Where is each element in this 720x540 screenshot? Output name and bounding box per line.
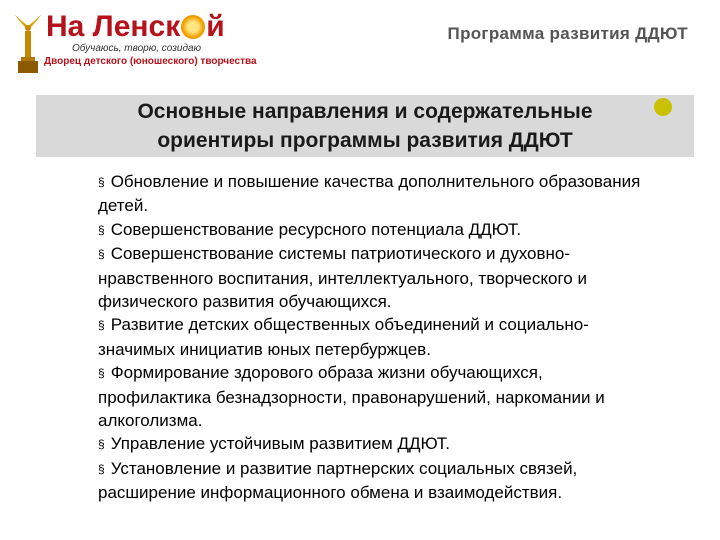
list-item-text: Управление устойчивым развитием ДДЮТ. (110, 434, 450, 454)
list-item-text: Формирование здорового образа жизни обучающихся, профилактика безнадзорности, правонарушений, наркомании и алкоголизма. (98, 363, 605, 431)
list-item (98, 218, 658, 242)
list-item (98, 432, 658, 456)
logo (6, 8, 257, 74)
list-item-text: Установление и развитие партнерских социальных связей, расширение информационного обмена и взаимодействия. (98, 458, 578, 503)
list-item (98, 313, 658, 361)
sun-icon (181, 15, 205, 39)
slide-title-line-2: ориентиры программы развития ДДЮТ (157, 129, 573, 152)
bullet-icon: § (98, 437, 105, 452)
yellow-dot-icon (654, 98, 672, 116)
list-item-text: Обновление и повышение качества дополнительного образования детей. (98, 172, 641, 216)
list-item (98, 457, 658, 505)
bullet-icon: § (98, 222, 105, 237)
list-item (98, 170, 658, 218)
bullet-icon: § (98, 366, 105, 381)
bullet-icon: § (98, 175, 105, 189)
list-item-text: Совершенствование ресурсного потенциала ДДЮТ. (110, 219, 522, 239)
bullet-list (98, 170, 658, 505)
bullet-icon: § (98, 461, 105, 476)
logo-tagline: Обучаюсь, творю, созидаю (72, 43, 202, 54)
list-item (98, 361, 658, 432)
statue-icon (10, 12, 46, 74)
bullet-icon: § (98, 247, 105, 262)
logo-name: На Ленск й (46, 10, 225, 43)
slide-title (36, 97, 694, 155)
list-item-text: Совершенствование системы патриотического и духовно-нравственного воспитания, интеллектуального, творческого и физического развития обучающихся. (98, 244, 587, 312)
slide-title-line-1: Основные направления и содержательные (137, 100, 593, 123)
header-title: Программа развития ДДЮТ (447, 24, 688, 43)
list-item-text: Развитие детских общественных объединений и социально-значимых инициатив юных петербуржцев. (98, 315, 589, 359)
bullet-icon: § (98, 318, 105, 333)
logo-subtitle: Дворец детского (юношеского) творчества (44, 56, 257, 67)
list-item (98, 242, 658, 313)
